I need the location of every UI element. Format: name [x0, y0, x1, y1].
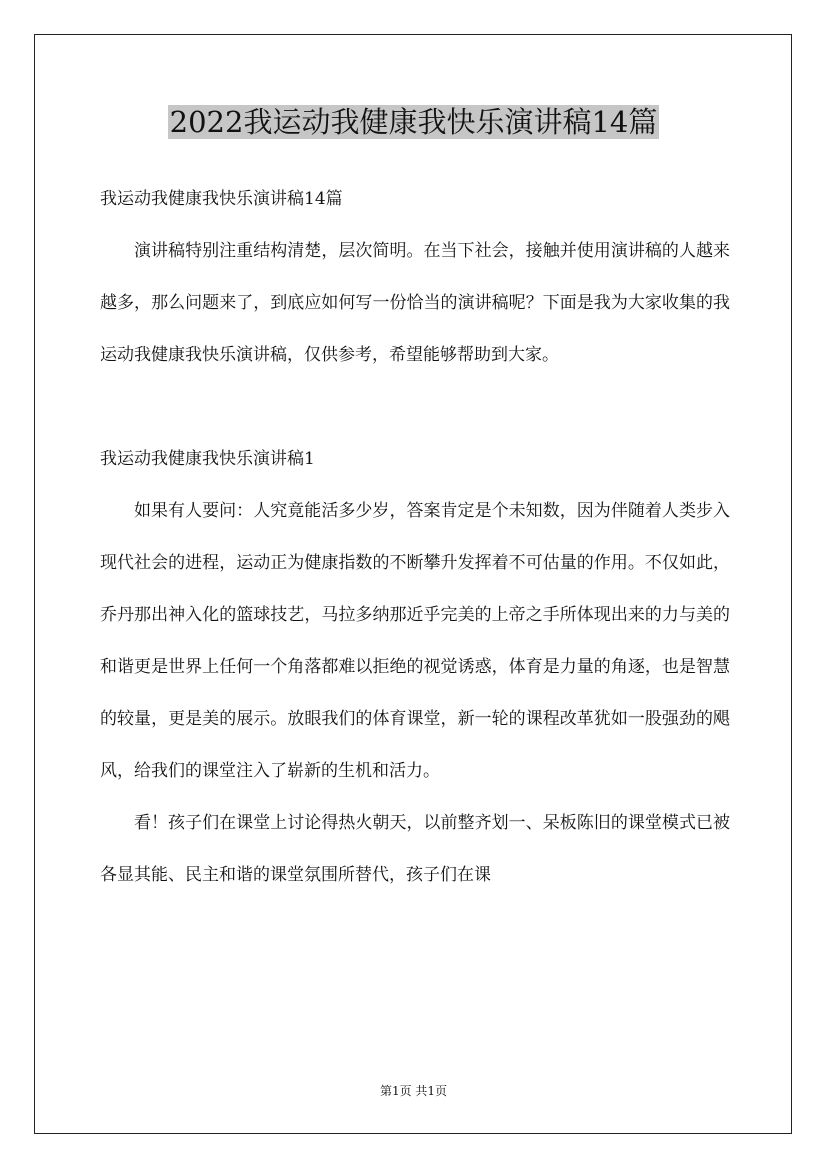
paragraph-gap — [100, 381, 730, 433]
page-footer: 第1页 共1页 — [379, 1084, 448, 1098]
body-paragraph-1: 如果有人要问：人究竟能活多少岁，答案肯定是个未知数，因为伴随着人类步入现代社会的进程，运动正为健康指数的不断攀升发挥着不可估量的作用。不仅如此，乔丹那出神入化的篮球技艺，马拉多纳那近乎完美的上帝之手所体现出来的力与美的和谐更是世界上任何一个角落都难以拒绝的视觉诱惑，体育是力量的角逐，也是智慧的较量，更是美的展示。放眼我们的体育课堂，新一轮的课程改革犹如一股强劲的飓风，给我们的课堂注入了崭新的生机和活力。 — [100, 501, 730, 781]
document-title — [0, 100, 827, 144]
intro-paragraph: 演讲稿特别注重结构清楚，层次简明。在当下社会，接触并使用演讲稿的人越来越多，那么问题来了，到底应如何写一份恰当的演讲稿呢？下面是我为大家收集的我运动我健康我快乐演讲稿，仅供参考，希望能够帮助到大家。 — [100, 241, 730, 365]
body-paragraph-2: 看！孩子们在课堂上讨论得热火朝天，以前整齐划一、呆板陈旧的课堂模式已被各显其能、民主和谐的课堂氛围所替代，孩子们在课 — [100, 813, 730, 885]
document-title-text: 2022我运动我健康我快乐演讲稿14篇 — [169, 105, 658, 139]
document-body — [100, 173, 730, 901]
document-subtitle: 我运动我健康我快乐演讲稿14篇 — [100, 189, 343, 209]
section-heading: 我运动我健康我快乐演讲稿1 — [100, 449, 315, 469]
